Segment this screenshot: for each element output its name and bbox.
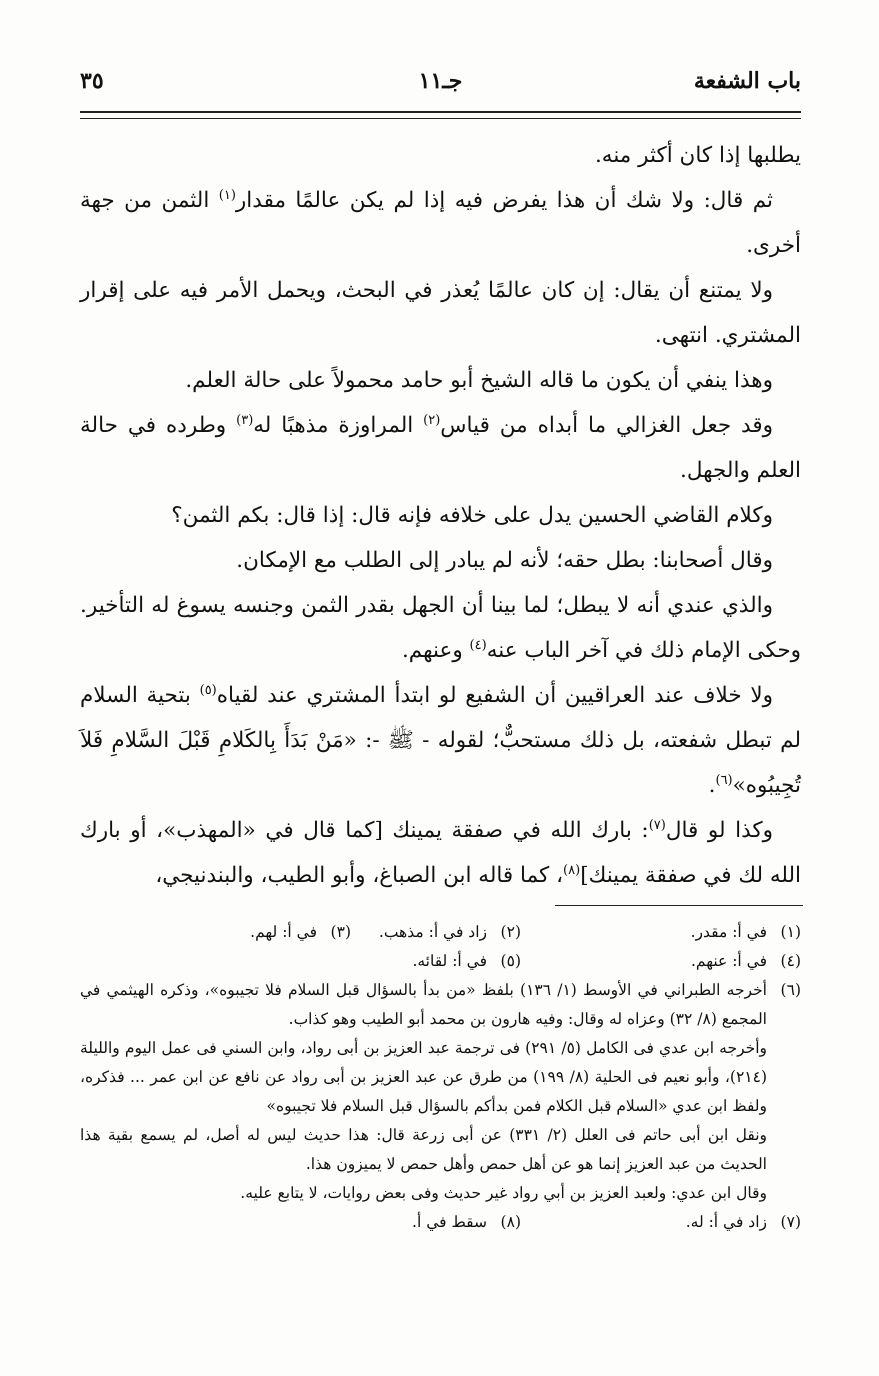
page-header: [80, 66, 801, 106]
paragraph: [80, 268, 801, 358]
footnote-continuation: ونقل ابن أبى حاتم فى العلل (٢/ ٣٣١) عن أبى زرعة قال: هذا حديث ليس له أصل، لم يسمع بقية هذا الحديث من عبد العزيز إنما هو عن أهل حمص وأهل حمص لا يميزون هذا.: [80, 1126, 768, 1173]
footnote-ref: (٧): [648, 817, 666, 833]
footnote-item: (٨)سقط في أ.: [412, 1213, 521, 1231]
paragraph-text: يطلبها إذا كان أكثر منه.: [594, 143, 801, 168]
footnote-item: (٦) أخرجه الطبراني في الأوسط (١/ ١٣٦) بلفظ «من بدأ بالسؤال قبل السلام فلا تجيبوه»، وذكره الهيثمي في المجمع (٨/ ٣٢) وعزاه له وقال: وفيه هارون بن محمد أبو الطيب وهو كذاب.: [80, 981, 801, 1028]
paragraph: [80, 403, 801, 493]
footnote-ref: (٦): [715, 772, 733, 788]
paragraph: [80, 178, 801, 268]
footnote-row: [80, 1208, 801, 1237]
paragraph-text: ، كما قاله ابن الصباغ، وأبو الطيب، والبندنيجي،: [155, 863, 564, 888]
footnote-ref: (٥): [199, 682, 217, 698]
volume-label: جـ١١: [418, 68, 463, 94]
paragraph-text: ثم قال: ولا شك أن هذا يفرض فيه إذا لم يكن عالمًا مقدار: [235, 188, 774, 213]
paragraph-text: وطرده في حالة العلم والجهل.: [80, 413, 801, 483]
footnote-separator: [555, 905, 803, 906]
paragraph-text: وقد جعل الغزالي ما أبداه من قياس: [440, 413, 773, 438]
footnote-ref: (٤): [469, 637, 487, 653]
paragraph-text: : بارك الله في صفقة يمينك [كما قال في «المهذب»، أو بارك الله لك في صفقة يمينك]: [80, 818, 801, 888]
footnote-item: (٧)زاد في أ: له.: [685, 1213, 801, 1231]
paragraph-text: الثمن من جهة أخرى.: [80, 188, 801, 258]
footnote-item: (٣)في أ: لهم.: [250, 923, 351, 941]
paragraph: [80, 808, 801, 898]
footnote-continuation: وأخرجه ابن عدي فى الكامل (٥/ ٢٩١) فى ترجمة عبد العزيز بن أبى رواد، وابن السني فى عمل اليوم والليلة (٢١٤)، وأبو نعيم فى الحلية (٨/ ١٩٩) من طرق عن عبد العزيز بن أبى رواد عن نافع عن ابن عمر ... فذكره، ولفظ ابن عدي «السلام قبل الكلام فمن بدأكم بالسؤال قبل السلام فلا تجيبوه»: [80, 1039, 768, 1115]
paragraph-text: ولا خلاف عند العراقيين أن الشفيع لو ابتدأ المشتري عند لقياه: [216, 683, 773, 708]
paragraph-text: ولا يمتنع أن يقال: إن كان عالمًا يُعذر في البحث، ويحمل الأمر فيه على إقرار المشتري. انتهى.: [80, 278, 801, 348]
paragraph-text: وكذا لو قال: [665, 818, 773, 843]
paragraph: [80, 538, 801, 583]
paragraph-text: المراوزة مذهبًا له: [253, 413, 424, 438]
paragraph-text: .: [708, 773, 716, 798]
footnote-item: (٤)في أ: عنهم.: [690, 952, 801, 970]
paragraph-text: وقال أصحابنا: بطل حقه؛ لأنه لم يبادر إلى الطلب مع الإمكان.: [236, 548, 773, 573]
paragraph: [80, 583, 801, 673]
footnote-ref: (٨): [563, 862, 581, 878]
footnote-item: (٢)زاد في أ: مذهب.: [378, 923, 521, 941]
footnote-ref: (٢): [423, 412, 441, 428]
footnote-ref: (١): [218, 187, 236, 203]
paragraph: [80, 673, 801, 808]
page-number: ٣٥: [80, 68, 104, 94]
paragraph: [80, 358, 801, 403]
header-rule-thick: [80, 111, 801, 113]
footnote-continuation: وقال ابن عدي: ولعبد العزيز بن أبي رواد غير حديث وفى بعض روايات، لا يتابع عليه.: [240, 1184, 767, 1202]
paragraph-text: بتحية السلام لم تبطل شفعته، بل ذلك مستحبٌّ؛ لقوله - ﷺ -: «مَنْ بَدَأَ بِالكَلامِ قَبْلَ السَّلامِ فَلاَ تُجِيبُوه»: [80, 683, 801, 798]
footnote-item: (٥)في أ: لقائه.: [412, 952, 521, 970]
paragraph-text: والذي عندي أنه لا يبطل؛ لما بينا أن الجهل بقدر الثمن وجنسه يسوغ له التأخير. وحكى الإمام ذلك في آخر الباب عنه: [80, 593, 801, 663]
footnote-row: [80, 918, 801, 947]
footnote-row: [80, 947, 801, 976]
paragraph-text: وكلام القاضي الحسين يدل على خلافه فإنه قال: إذا قال: بكم الثمن؟: [171, 503, 773, 528]
paragraph-text: وهذا ينفي أن يكون ما قاله الشيخ أبو حامد محمولاً على حالة العلم.: [185, 368, 773, 393]
footnote-ref: (٣): [236, 412, 254, 428]
footnote-item: (١)في أ: مقدر.: [690, 923, 801, 941]
main-text: [80, 133, 801, 898]
footnotes: [80, 918, 801, 1237]
paragraph: [80, 493, 801, 538]
paragraph: [80, 133, 801, 178]
section-title: باب الشفعة: [693, 68, 801, 94]
paragraph-text: وعنهم.: [401, 638, 470, 663]
header-rule-thin: [80, 118, 801, 119]
